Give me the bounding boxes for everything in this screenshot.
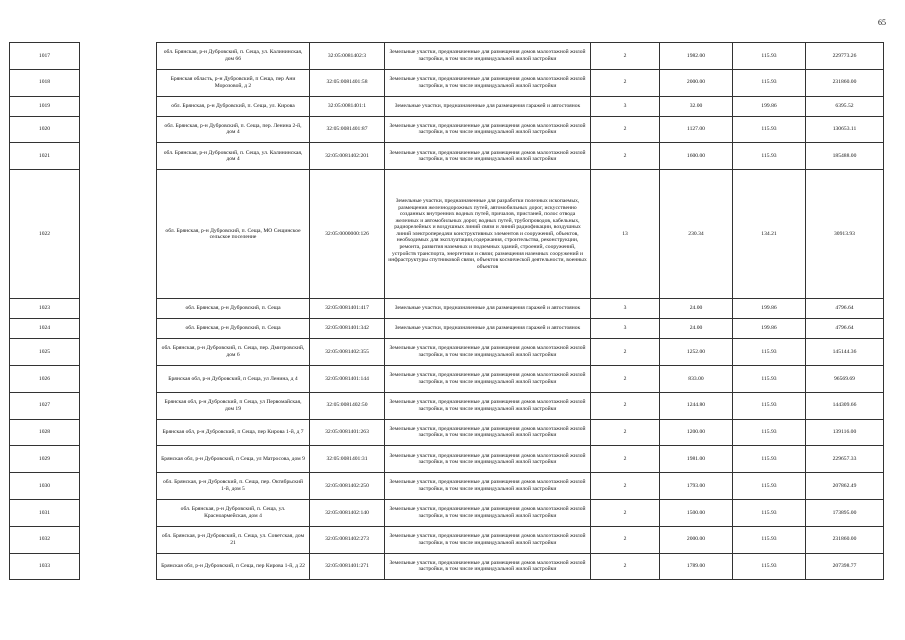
row-number-cell: 1025 (10, 339, 80, 366)
rate-cell: 115.93 (733, 365, 806, 392)
cadastral-number-cell: 32:05:0081401:263 (310, 419, 385, 446)
row-number-cell: 1029 (10, 446, 80, 473)
address-cell: обл. Брянская, р-н Дубровский, п. Сеща (157, 319, 310, 339)
row-number-cell: 1019 (10, 96, 80, 116)
area-cell: 1600.00 (660, 143, 733, 170)
land-use-cell: Земельные участки, предназначенные для размещения домов малоэтажной жилой застройки, в том числе индивидуальной жилой застройки (385, 365, 591, 392)
land-use-cell: Земельные участки, предназначенные для размещения домов малоэтажной жилой застройки, в том числе индивидуальной жилой застройки (385, 69, 591, 96)
table-row (10, 473, 884, 500)
cadastral-value-cell: 4796.64 (806, 319, 884, 339)
cadastral-value-cell: 229773.26 (806, 43, 884, 70)
spacer-cell (80, 339, 157, 366)
area-cell: 230.34 (660, 170, 733, 299)
spacer-cell (80, 170, 157, 299)
table-row (10, 365, 884, 392)
area-cell: 24.00 (660, 299, 733, 319)
table-body (10, 43, 884, 580)
group-cell: 3 (591, 299, 660, 319)
group-cell: 2 (591, 143, 660, 170)
area-cell: 1500.00 (660, 499, 733, 526)
address-cell: обл. Брянская, р-н Дубровский, п. Сеща (157, 299, 310, 319)
area-cell: 1252.00 (660, 339, 733, 366)
address-cell: обл. Брянская, р-н Дубровский, п. Сеща, МО Сещинское сельское поселение (157, 170, 310, 299)
rate-cell: 115.93 (733, 69, 806, 96)
spacer-cell (80, 473, 157, 500)
table-row (10, 526, 884, 553)
row-number-cell: 1017 (10, 43, 80, 70)
cadastral-value-cell: 96569.69 (806, 365, 884, 392)
row-number-cell: 1032 (10, 526, 80, 553)
address-cell: обл. Брянская, р-н Дубровский, п. Сеща, ул. Советская, дом 21 (157, 526, 310, 553)
table-row (10, 339, 884, 366)
area-cell: 833.00 (660, 365, 733, 392)
cadastral-value-cell: 30913.93 (806, 170, 884, 299)
area-cell: 1981.00 (660, 446, 733, 473)
address-cell: Брянская обл, р-н Дубровский, п Сеща, ул Первомайская, дом 19 (157, 392, 310, 419)
cadastral-number-cell: 32:05:0081402:3 (310, 43, 385, 70)
table-row (10, 419, 884, 446)
spacer-cell (80, 116, 157, 143)
group-cell: 2 (591, 446, 660, 473)
cadastral-number-cell: 32:05:0081402:250 (310, 473, 385, 500)
group-cell: 2 (591, 69, 660, 96)
cadastral-number-cell: 32:05:0081401:1 (310, 96, 385, 116)
row-number-cell: 1028 (10, 419, 80, 446)
spacer-cell (80, 319, 157, 339)
land-registry-table (9, 42, 884, 580)
group-cell: 2 (591, 339, 660, 366)
rate-cell: 199.86 (733, 319, 806, 339)
row-number-cell: 1031 (10, 499, 80, 526)
area-cell: 32.00 (660, 96, 733, 116)
address-cell: обл. Брянская, р-н Дубровский, п. Сеща, пер. Дмитровский, дом 6 (157, 339, 310, 366)
area-cell: 1789.00 (660, 553, 733, 580)
spacer-cell (80, 365, 157, 392)
spacer-cell (80, 553, 157, 580)
address-cell: Брянская область, р-н Дубровский, п Сеща, пер Ани Морозовой, д 2 (157, 69, 310, 96)
land-use-cell: Земельные участки, предназначенные для размещения домов малоэтажной жилой застройки, в том числе индивидуальной жилой застройки (385, 473, 591, 500)
address-cell: Брянская обл, р-н Дубровский, п Сеща, пер Кирова 1-й, д 22 (157, 553, 310, 580)
land-use-cell: Земельные участки, предназначенные для размещения домов малоэтажной жилой застройки, в том числе индивидуальной жилой застройки (385, 499, 591, 526)
row-number-cell: 1018 (10, 69, 80, 96)
group-cell: 2 (591, 553, 660, 580)
spacer-cell (80, 299, 157, 319)
rate-cell: 199.86 (733, 299, 806, 319)
area-cell: 1200.00 (660, 419, 733, 446)
group-cell: 2 (591, 365, 660, 392)
row-number-cell: 1022 (10, 170, 80, 299)
cadastral-value-cell: 229657.33 (806, 446, 884, 473)
rate-cell: 115.93 (733, 143, 806, 170)
group-cell: 2 (591, 473, 660, 500)
cadastral-value-cell: 4796.64 (806, 299, 884, 319)
cadastral-value-cell: 173895.00 (806, 499, 884, 526)
cadastral-number-cell: 32:05:0081402:50 (310, 392, 385, 419)
table-row (10, 392, 884, 419)
rate-cell: 115.93 (733, 553, 806, 580)
rate-cell: 115.93 (733, 339, 806, 366)
area-cell: 1982.00 (660, 43, 733, 70)
cadastral-number-cell: 32:05:0081402:140 (310, 499, 385, 526)
cadastral-number-cell: 32:05:0081402:201 (310, 143, 385, 170)
rate-cell: 115.93 (733, 116, 806, 143)
rate-cell: 115.93 (733, 446, 806, 473)
table-row (10, 319, 884, 339)
group-cell: 2 (591, 526, 660, 553)
rate-cell: 199.86 (733, 96, 806, 116)
land-use-cell: Земельные участки, предназначенные для размещения гаражей и автостоянок (385, 319, 591, 339)
cadastral-number-cell: 32:05:0081401:58 (310, 69, 385, 96)
land-use-cell: Земельные участки, предназначенные для размещения гаражей и автостоянок (385, 299, 591, 319)
spacer-cell (80, 69, 157, 96)
cadastral-value-cell: 145144.36 (806, 339, 884, 366)
table-row (10, 116, 884, 143)
rate-cell: 115.93 (733, 473, 806, 500)
rate-cell: 115.93 (733, 43, 806, 70)
area-cell: 1127.00 (660, 116, 733, 143)
spacer-cell (80, 143, 157, 170)
cadastral-number-cell: 32:05:0081401:87 (310, 116, 385, 143)
cadastral-value-cell: 139116.00 (806, 419, 884, 446)
row-number-cell: 1030 (10, 473, 80, 500)
land-use-cell: Земельные участки, предназначенные для размещения домов малоэтажной жилой застройки, в том числе индивидуальной жилой застройки (385, 392, 591, 419)
cadastral-number-cell: 32:05:0081401:342 (310, 319, 385, 339)
row-number-cell: 1026 (10, 365, 80, 392)
group-cell: 2 (591, 499, 660, 526)
group-cell: 2 (591, 43, 660, 70)
cadastral-value-cell: 231860.00 (806, 526, 884, 553)
page-number: 65 (878, 18, 886, 27)
cadastral-value-cell: 130653.11 (806, 116, 884, 143)
cadastral-value-cell: 207862.49 (806, 473, 884, 500)
group-cell: 2 (591, 419, 660, 446)
table-row (10, 499, 884, 526)
rate-cell: 115.93 (733, 392, 806, 419)
address-cell: обл. Брянская, р-н Дубровский, п. Сеща, ул. Кирова (157, 96, 310, 116)
address-cell: обл. Брянская, р-н Дубровский, п. Сеща, пер. Октябрьский 1-й, дом 5 (157, 473, 310, 500)
address-cell: обл. Брянская, р-н Дубровский, п. Сеща, пер. Ленина 2-й, дом 4 (157, 116, 310, 143)
table-row (10, 69, 884, 96)
row-number-cell: 1027 (10, 392, 80, 419)
spacer-cell (80, 96, 157, 116)
spacer-cell (80, 392, 157, 419)
row-number-cell: 1020 (10, 116, 80, 143)
cadastral-number-cell: 32:05:0081402:355 (310, 339, 385, 366)
land-use-cell: Земельные участки, предназначенные для размещения домов малоэтажной жилой застройки, в том числе индивидуальной жилой застройки (385, 116, 591, 143)
land-use-cell: Земельные участки, предназначенные для размещения домов малоэтажной жилой застройки, в том числе индивидуальной жилой застройки (385, 43, 591, 70)
land-use-cell: Земельные участки, предназначенные для размещения домов малоэтажной жилой застройки, в том числе индивидуальной жилой застройки (385, 553, 591, 580)
row-number-cell: 1024 (10, 319, 80, 339)
address-cell: обл. Брянская, р-н Дубровский, п. Сеща, ул. Калининская, дом 4 (157, 143, 310, 170)
rate-cell: 115.93 (733, 499, 806, 526)
address-cell: Брянская обл, р-н Дубровский, п Сеща, ул Матросова, дом 9 (157, 446, 310, 473)
cadastral-number-cell: 32:05:0081401:417 (310, 299, 385, 319)
cadastral-number-cell: 32:05:0081402:273 (310, 526, 385, 553)
group-cell: 3 (591, 319, 660, 339)
cadastral-number-cell: 32:05:0000000:126 (310, 170, 385, 299)
address-cell: Брянская обл, р-н Дубровский, п Сеща, пер Кирова 1-й, д 7 (157, 419, 310, 446)
table-row (10, 96, 884, 116)
area-cell: 1793.00 (660, 473, 733, 500)
group-cell: 13 (591, 170, 660, 299)
rate-cell: 134.21 (733, 170, 806, 299)
address-cell: обл. Брянская, р-н Дубровский, п. Сеща, ул. Калининская, дом 66 (157, 43, 310, 70)
table-row (10, 43, 884, 70)
table-row (10, 299, 884, 319)
cadastral-value-cell: 6395.52 (806, 96, 884, 116)
table-row (10, 553, 884, 580)
row-number-cell: 1021 (10, 143, 80, 170)
spacer-cell (80, 446, 157, 473)
cadastral-number-cell: 32:05:0081401:271 (310, 553, 385, 580)
cadastral-value-cell: 144309.66 (806, 392, 884, 419)
row-number-cell: 1033 (10, 553, 80, 580)
area-cell: 1244.80 (660, 392, 733, 419)
row-number-cell: 1023 (10, 299, 80, 319)
spacer-cell (80, 499, 157, 526)
cadastral-number-cell: 32:05:0081401:144 (310, 365, 385, 392)
cadastral-value-cell: 185488.00 (806, 143, 884, 170)
rate-cell: 115.93 (733, 526, 806, 553)
area-cell: 2000.00 (660, 526, 733, 553)
land-use-cell: Земельные участки, предназначенные для размещения домов малоэтажной жилой застройки, в том числе индивидуальной жилой застройки (385, 339, 591, 366)
table-row (10, 143, 884, 170)
table-row (10, 170, 884, 299)
spacer-cell (80, 43, 157, 70)
cadastral-value-cell: 231860.00 (806, 69, 884, 96)
cadastral-number-cell: 32:05:0081401:31 (310, 446, 385, 473)
land-use-cell: Земельные участки, предназначенные для размещения домов малоэтажной жилой застройки, в том числе индивидуальной жилой застройки (385, 526, 591, 553)
cadastral-value-cell: 207398.77 (806, 553, 884, 580)
land-use-cell: Земельные участки, предназначенные для размещения домов малоэтажной жилой застройки, в том числе индивидуальной жилой застройки (385, 143, 591, 170)
land-use-cell: Земельные участки, предназначенные для размещения гаражей и автостоянок (385, 96, 591, 116)
area-cell: 24.00 (660, 319, 733, 339)
group-cell: 3 (591, 96, 660, 116)
address-cell: обл. Брянская, р-н Дубровский, п. Сеща, ул. Красноармейская, дом 4 (157, 499, 310, 526)
group-cell: 2 (591, 116, 660, 143)
group-cell: 2 (591, 392, 660, 419)
table-row (10, 446, 884, 473)
rate-cell: 115.93 (733, 419, 806, 446)
land-use-cell: Земельные участки, предназначенные для размещения домов малоэтажной жилой застройки, в том числе индивидуальной жилой застройки (385, 419, 591, 446)
area-cell: 2000.00 (660, 69, 733, 96)
land-use-cell: Земельные участки, предназначенные для разработки полезных ископаемых, размещения железнодорожных путей, автомобильных дорог, искусственно созданных внутренних водных путей, причалов, пристаней, полос отвода железных и автомобильных дорог, водных путей, трубопроводов, кабельных, радиорелейных и воздушных линий связи и линий радиофикации, воздушных линий электропередачи конструктивных элементов и сооружений, объектов, необходимых для эксплуатации,содержания, строительства, реконструкции, ремонта, развития наземных и подземных зданий, строений, сооружений, устройств транспорта, энергетики и связи; размещения наземных сооружений и инфраструктуры спутниковой связи, объектов космической деятельности, военных объектов (385, 170, 591, 299)
spacer-cell (80, 526, 157, 553)
spacer-cell (80, 419, 157, 446)
land-use-cell: Земельные участки, предназначенные для размещения домов малоэтажной жилой застройки, в том числе индивидуальной жилой застройки (385, 446, 591, 473)
address-cell: Брянская обл, р-н Дубровский, п Сеща, ул Ленина, д 4 (157, 365, 310, 392)
